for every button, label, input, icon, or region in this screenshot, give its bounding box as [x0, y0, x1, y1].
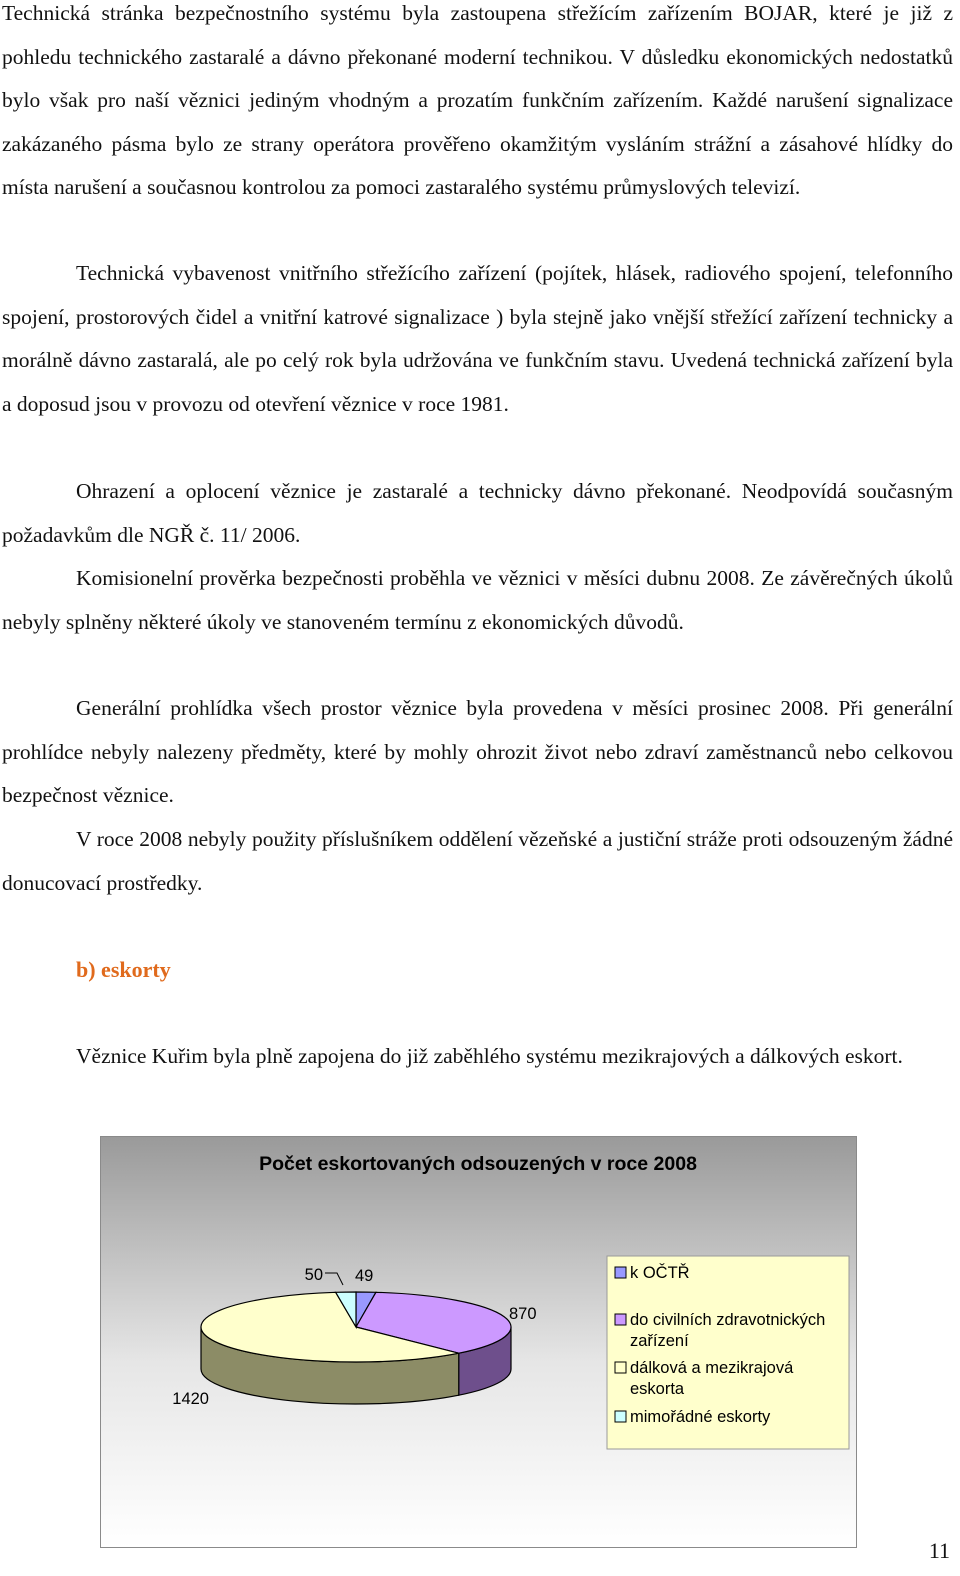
pie-chart: [100, 1136, 857, 1548]
legend-label: k OČTŘ: [630, 1264, 690, 1282]
data-label: 50: [304, 1266, 323, 1284]
paragraph-fencing: Ohrazení a oplocení věznice je zastaralé a technicky dávno překonané. Neodpovídá současným požadavkům dle NGŘ č. 11/ 2006.: [2, 479, 953, 547]
data-label: 1420: [172, 1390, 209, 1408]
paragraph-internal-equipment: Technická vybavenost vnitřního střežícího zařízení (pojítek, hlásek, radiového spojení, telefonního spojení, prostorových čidel a vnitřní katrové signalizace ) byla stejně jako vnější střežící zařízení technicky a morálně dávno zastaralá, ale po celý rok byla udržována ve funkčním stavu. Uvedená technická zařízení byla a doposud jsou v provozu od otevření věznice v roce 1981.: [2, 261, 953, 416]
legend-swatch: [615, 1411, 626, 1422]
chart-title: Počet eskortovaných odsouzených v roce 2008: [259, 1153, 697, 1175]
chart-legend: [607, 1256, 849, 1449]
pie-group: [201, 1292, 511, 1404]
legend-label: dálková a mezikrajová eskorta: [630, 1359, 794, 1398]
page-number: 11: [928, 1538, 950, 1563]
legend-label: mimořádné eskorty: [630, 1408, 771, 1426]
data-label: 49: [355, 1267, 374, 1285]
data-label: 870: [509, 1305, 537, 1323]
paragraph-security-system: Technická stránka bezpečnostního systému byla zastoupena střežícím zařízením BOJAR, které je již z pohledu technického zastaralé a dávno překonané moderní technikou. V důsledku ekonomických nedostatků bylo však pro naší věznici jediným vhodným a prozatím funkčním zařízením. Každé narušení signalizace zakázaného pásma bylo ze strany operátora prověřeno okamžitým vysláním strážní a zásahové hlídky do místa narušení a současnou kontrolou za pomoci zastaralého systému průmyslových televizí.: [2, 1, 953, 199]
legend-label: do civilních zdravotnických zařízení: [630, 1311, 826, 1350]
chart-canvas: [101, 1137, 856, 1547]
legend-swatch: [615, 1267, 626, 1278]
legend-swatch: [615, 1314, 626, 1325]
section-heading: b) eskorty: [76, 957, 171, 982]
legend-swatch: [615, 1362, 626, 1373]
paragraph-security-review: Komisionelní prověrka bezpečnosti proběhla ve věznici v měsíci dubnu 2008. Ze závěrečných úkolů nebyly splněny některé úkoly ve stanoveném termínu z ekonomických důvodů.: [2, 566, 953, 634]
paragraph-coercive-means: V roce 2008 nebyly použity příslušníkem oddělení vězeňské a justiční stráže proti odsouzeným žádné donucovací prostředky.: [2, 827, 953, 895]
paragraph-escorts: Věznice Kuřim byla plně zapojena do již zaběhlého systému mezikrajových a dálkových eskort.: [76, 1044, 903, 1068]
paragraph-general-inspection: Generální prohlídka všech prostor věznice byla provedena v měsíci prosinec 2008. Při generální prohlídce nebyly nalezeny předměty, které by mohly ohrozit život nebo zdraví zaměstnanců nebo celkovou bezpečnost věznice.: [2, 696, 953, 807]
